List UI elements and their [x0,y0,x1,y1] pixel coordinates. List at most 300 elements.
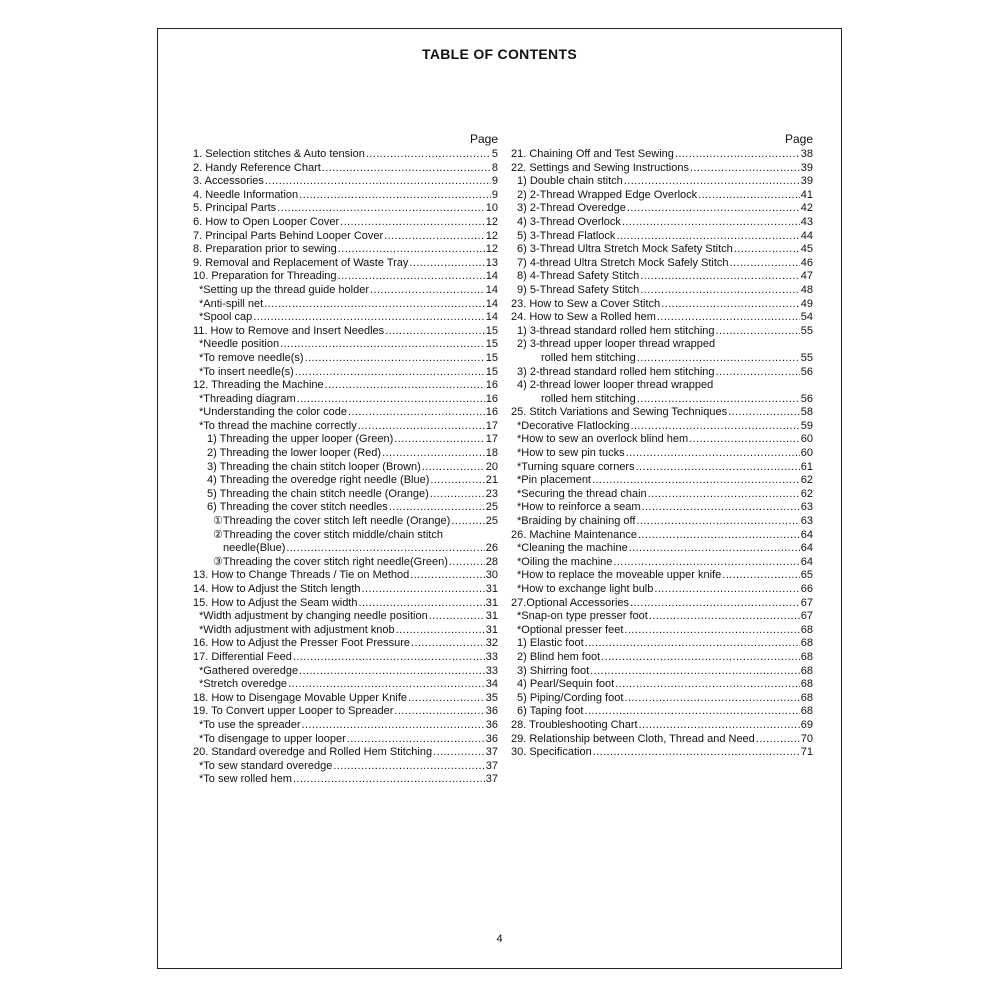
toc-entry-page: 32 [485,637,498,650]
toc-entry-title: 10. Preparation for Threading [193,270,337,283]
toc-entry-page: 12 [485,229,498,242]
toc-entry-title: *Pin placement [517,474,591,487]
toc-entry-page: 23 [485,487,498,500]
toc-entry [193,746,498,760]
toc-leader-dots [277,202,485,216]
toc-entry-title: *To disengage to upper looper [199,732,346,745]
toc-entry [511,230,813,244]
toc-entry-page: 68 [800,623,813,636]
toc-leader-dots [624,175,800,189]
toc-entry [193,515,498,529]
toc-entry-title: 9) 5-Thread Safety Stitch [517,283,640,296]
toc-entry-title: 6) 3-Thread Ultra Stretch Mock Safety Stitch [517,243,733,256]
toc-leader-dots [366,148,491,162]
toc-entry [511,556,813,570]
toc-leader-dots [657,311,800,325]
toc-entry-page: 18 [485,447,498,460]
toc-leader-dots [410,569,484,583]
toc-entry-page: 44 [800,229,813,242]
toc-entry-title: *Gathered overedge [199,664,299,677]
toc-entry-title: *Needle position [199,338,280,351]
page-title: TABLE OF CONTENTS [422,46,577,62]
toc-entry [193,773,498,787]
toc-leader-dots [649,610,800,624]
toc-entry-page: 68 [800,691,813,704]
toc-entry [511,148,813,162]
toc-entry [511,597,813,611]
toc-entry-title: 14. How to Adjust the Stitch length [193,583,361,595]
toc-column-left [193,130,498,787]
toc-entry-page: 13 [485,256,498,269]
toc-leader-dots [280,338,485,352]
toc-entry-page: 14 [485,270,498,283]
toc-entry-title: 5) Threading the chain stitch needle (Orange) [207,487,429,500]
toc-leader-dots [629,542,800,556]
toc-leader-dots [590,665,800,679]
toc-entry [193,692,498,706]
toc-column-right [511,130,813,760]
toc-entry-title: *To thread the machine correctly [199,419,357,432]
toc-leader-dots [430,488,485,502]
toc-leader-dots [358,420,485,434]
toc-entry-page: 10 [485,202,498,215]
toc-leader-dots [630,597,800,611]
toc-entry-title: 9. Removal and Replacement of Waste Tray [193,256,409,269]
toc-leader-dots [728,406,800,420]
toc-entry [193,148,498,162]
toc-leader-dots [322,162,491,176]
toc-entry-page: 37 [485,746,498,759]
toc-entry-page: 15 [485,365,498,378]
toc-entry-title: 13. How to Change Threads / Tie on Method [193,569,410,582]
toc-entry [511,352,813,366]
toc-entry-page: 43 [800,215,813,228]
toc-entry [193,433,498,447]
toc-leader-dots [639,719,800,733]
toc-entry-page: 49 [800,297,813,310]
toc-leader-dots [622,216,800,230]
toc-entry-title: *How to exchange light bulb [517,583,654,595]
toc-entry-page: 39 [800,161,813,174]
toc-entry-page: 60 [800,447,813,460]
toc-leader-dots [722,569,800,583]
toc-entry-title: *To sew rolled hem [199,773,292,786]
toc-entry-page: 37 [485,759,498,772]
toc-entry [511,202,813,216]
toc-entry-page: 38 [800,148,813,160]
toc-leader-dots [734,243,800,257]
toc-entry [511,216,813,230]
toc-entry [193,733,498,747]
toc-leader-dots [358,597,484,611]
toc-entry-title: ①Threading the cover stitch left needle (Orange) [213,515,451,528]
manual-page [157,28,842,969]
toc-entry [193,529,498,543]
toc-entry [193,162,498,176]
toc-leader-dots [716,325,800,339]
toc-entry-title: 1) Elastic foot [517,637,584,650]
toc-entry-title: *Anti-spill net [199,297,264,310]
toc-leader-dots [333,760,484,774]
toc-entry-title: 2. Handy Reference Chart [193,161,321,174]
toc-entry [193,230,498,244]
toc-entry [193,420,498,434]
toc-entry-title: *How to sew an overlock blind hem [517,433,689,446]
toc-leader-dots [675,148,800,162]
toc-entry-title: 3) 2-thread standard rolled hem stitching [517,365,715,378]
toc-entry [511,637,813,651]
toc-entry [193,719,498,733]
toc-entry-page: 21 [485,474,498,487]
toc-entry-page: 68 [800,637,813,650]
toc-leader-dots [295,366,485,380]
toc-entry [193,352,498,366]
toc-entry-page: 64 [800,555,813,568]
toc-entry-title: 2) Blind hem foot [517,650,601,663]
toc-entry-title: 7. Principal Parts Behind Looper Cover [193,229,384,242]
toc-entry [193,760,498,774]
toc-leader-dots [631,420,800,434]
toc-leader-dots [264,298,485,312]
toc-entry [511,243,813,257]
toc-entry-page: 31 [485,583,498,595]
toc-entry [193,637,498,651]
toc-entry-page: 61 [800,460,813,473]
toc-entry-page: 55 [800,324,813,337]
toc-leader-dots [338,270,485,284]
toc-entry-page: 31 [485,596,498,609]
toc-leader-dots [756,733,800,747]
toc-entry-title: 12. Threading the Machine [193,379,324,392]
toc-entry-title: *How to replace the moveable upper knife [517,569,722,582]
toc-leader-dots [429,610,485,624]
toc-entry-title: 30. Specification [511,746,592,759]
toc-leader-dots [585,637,800,651]
toc-leader-dots [299,189,491,203]
toc-leader-dots [370,284,485,298]
toc-entry [511,610,813,624]
toc-leader-dots [253,311,485,325]
toc-entry-page: 64 [800,528,813,541]
toc-leader-dots [637,352,800,366]
toc-entry-page: 34 [485,678,498,691]
toc-entry-page: 15 [485,338,498,351]
toc-entry-page: 33 [485,664,498,677]
toc-leader-dots [430,474,484,488]
toc-entry-title: 27.Optional Accessories [511,596,630,609]
toc-entry [193,597,498,611]
toc-entry-page: 12 [485,215,498,228]
toc-entry-title: *Decorative Flatlocking [517,419,630,432]
toc-leader-dots [584,705,799,719]
toc-entry-page: 68 [800,705,813,718]
toc-entry [511,162,813,176]
toc-entry-page: 20 [485,460,498,473]
toc-entry-page: 62 [800,487,813,500]
toc-entry [193,338,498,352]
toc-leader-dots [305,352,485,366]
page-column-header: Page [784,132,813,146]
toc-entry-title: *Cleaning the machine [517,542,628,555]
toc-entry-title: 4. Needle Information [193,188,299,201]
toc-entry-title: rolled hem stitching [541,351,636,364]
toc-leader-dots [394,433,484,447]
toc-entry [511,746,813,760]
toc-entry [193,705,498,719]
toc-entry-title: ③Threading the cover stitch right needle(Green) [213,555,448,568]
toc-entry [511,298,813,312]
toc-entry-title: *To insert needle(s) [199,365,294,378]
toc-entry-page: 17 [485,433,498,446]
toc-entry-title: 25. Stitch Variations and Sewing Techniques [511,406,728,419]
toc-entry-title: 21. Chaining Off and Test Sewing [511,148,674,160]
toc-entry [511,529,813,543]
toc-entry-title: 29. Relationship between Cloth, Thread and Need [511,732,755,745]
toc-leader-dots [297,393,485,407]
toc-entry [511,515,813,529]
toc-entry [511,406,813,420]
toc-leader-dots [654,583,799,597]
toc-entry-title: 3) 2-Thread Overedge [517,202,626,215]
toc-entry-page: 41 [800,188,813,201]
toc-entry [193,216,498,230]
toc-entry-page: 36 [485,732,498,745]
toc-entry-page: 69 [800,718,813,731]
toc-entry-page: 71 [800,746,813,759]
toc-entry [511,366,813,380]
toc-entry-title: *Snap-on type presser foot [517,610,648,623]
toc-entry-title: 23. How to Sew a Cover Stitch [511,297,661,310]
toc-entry [511,393,813,407]
toc-entry-title: 18. How to Disengage Movable Upper Knife [193,691,408,704]
toc-leader-dots [293,773,485,787]
toc-entry-page: 56 [800,365,813,378]
toc-leader-dots [449,556,485,570]
toc-leader-dots [637,393,800,407]
toc-leader-dots [689,433,800,447]
toc-entry [511,270,813,284]
toc-leader-dots [638,529,800,543]
toc-entry-page: 68 [800,678,813,691]
toc-entry [193,270,498,284]
toc-leader-dots [716,366,800,380]
toc-entry-title: 24. How to Sew a Rolled hem [511,311,656,324]
toc-entry-title: *Spool cap [199,311,253,324]
toc-leader-dots [340,216,485,230]
toc-entry-page: 54 [800,311,813,324]
toc-leader-dots [382,447,485,461]
toc-entry-page: 39 [800,175,813,188]
toc-entry-page: 31 [485,623,498,636]
toc-leader-dots [636,461,800,475]
toc-entry-title: 1) Threading the upper looper (Green) [207,433,394,446]
toc-entry [193,325,498,339]
toc-entry-title: 6) Taping foot [517,705,584,718]
toc-leader-dots [422,461,485,475]
toc-entry [193,243,498,257]
toc-entry-title: 3) Threading the chain stitch looper (Brown) [207,460,421,473]
toc-leader-dots [642,501,800,515]
toc-entry-title: 16. How to Adjust the Presser Foot Pressure [193,637,411,650]
toc-entry-page: 42 [800,202,813,215]
toc-leader-dots [384,230,485,244]
toc-entry-page: 68 [800,664,813,677]
toc-entry-page: 70 [800,732,813,745]
toc-entry-title: needle(Blue) [223,542,286,555]
toc-entry-page: 56 [800,392,813,405]
toc-entry-title: 2) Threading the lower looper (Red) [207,447,382,460]
toc-leader-dots [286,542,484,556]
toc-entry-title: 17. Differential Feed [193,650,292,663]
toc-entry [511,447,813,461]
toc-leader-dots [396,624,485,638]
toc-entry [193,447,498,461]
toc-leader-dots [288,678,485,692]
toc-entry-title: 5. Principal Parts [193,202,277,215]
toc-leader-dots [338,243,485,257]
toc-entry-page: 45 [800,243,813,256]
toc-leader-dots [648,488,800,502]
toc-entry [511,733,813,747]
toc-entry [511,175,813,189]
toc-entry-page: 63 [800,515,813,528]
toc-entry [193,366,498,380]
toc-entry-page: 55 [800,351,813,364]
toc-leader-dots [325,379,485,393]
toc-entry-page: 64 [800,542,813,555]
toc-entry-page: 14 [485,311,498,324]
toc-entry-page: 47 [800,270,813,283]
toc-leader-dots [409,257,484,271]
page-number: 4 [496,933,503,945]
toc-entry-title: *Stretch overedge [199,678,288,691]
toc-entry-title: *Optional presser feet [517,623,624,636]
toc-entry-title: *Setting up the thread guide holder [199,283,370,296]
toc-entry-title: *To remove needle(s) [199,351,304,364]
toc-entry-title: 1. Selection stitches & Auto tension [193,148,365,160]
page-column-header: Page [469,132,498,146]
toc-entry [511,542,813,556]
toc-entry-page: 67 [800,596,813,609]
toc-entry-page: 5 [491,148,498,160]
toc-leader-dots [411,637,485,651]
toc-entry [511,569,813,583]
toc-entry-title: 1) 3-thread standard rolled hem stitching [517,324,715,337]
toc-entry-title: 6) Threading the cover stitch needles [207,501,388,514]
toc-entry-title: 5) Piping/Cording foot [517,691,624,704]
toc-entry-title: 6. How to Open Looper Cover [193,215,340,228]
toc-leader-dots [730,257,800,271]
toc-entry-title: 1) Double chain stitch [517,175,623,188]
toc-leader-dots [636,515,799,529]
toc-entry-title: 4) 3-Thread Overlock [517,215,621,228]
toc-leader-dots [626,447,800,461]
toc-leader-dots [385,325,485,339]
toc-leader-dots [624,624,799,638]
toc-leader-dots [408,692,485,706]
toc-entry [193,202,498,216]
toc-entry-title: 3) Shirring foot [517,664,590,677]
toc-entry [193,175,498,189]
toc-entry [511,705,813,719]
toc-entry-page: 15 [485,324,498,337]
toc-leader-dots [433,746,485,760]
toc-entry [511,379,813,393]
toc-entry-title: 22. Settings and Sewing Instructions [511,161,689,174]
toc-entry [193,406,498,420]
toc-entry-page: 16 [485,392,498,405]
toc-leader-dots [302,719,485,733]
toc-entry-title: 7) 4-thread Ultra Stretch Mock Safely Stitch [517,256,729,269]
toc-leader-dots [615,678,800,692]
toc-entry [511,325,813,339]
toc-leader-dots [394,705,484,719]
toc-entry-title: 15. How to Adjust the Seam width [193,596,358,609]
toc-leader-dots [624,692,799,706]
toc-entry [193,665,498,679]
toc-entry [193,651,498,665]
toc-entry-title: *To use the spreader [199,718,301,731]
toc-entry-title: 11. How to Remove and Insert Needles [193,324,385,337]
toc-entry-title: *Width adjustment with adjustment knob [199,623,395,636]
toc-entry-title: 2) 3-thread upper looper thread wrapped [517,338,716,351]
toc-leader-dots [362,583,485,597]
toc-entry-title: 20. Standard overedge and Rolled Hem Stitching [193,746,433,759]
toc-leader-dots [347,733,485,747]
toc-entry-page: 9 [491,188,498,201]
toc-entry-title: 5) 3-Thread Flatlock [517,229,616,242]
toc-entry [511,474,813,488]
toc-entry-page: 66 [800,583,813,595]
toc-entry [193,569,498,583]
toc-entry [511,420,813,434]
toc-entry-title: *Understanding the color code [199,406,347,419]
toc-entry-title: *Oiling the machine [517,555,613,568]
toc-entry [511,665,813,679]
toc-entry [193,556,498,570]
toc-entry [193,189,498,203]
toc-entry-page: 30 [485,569,498,582]
toc-entry-page: 60 [800,433,813,446]
toc-entry [511,338,813,352]
toc-entry [193,624,498,638]
toc-entry-title: *To sew standard overedge [199,759,333,772]
toc-entry-title: 4) 2-thread lower looper thread wrapped [517,379,714,392]
toc-entry-title: 4) Pearl/Sequin foot [517,678,615,691]
toc-entry-page: 33 [485,650,498,663]
toc-entry-page: 58 [800,406,813,419]
toc-entry-page: 12 [485,243,498,256]
toc-entry [511,311,813,325]
toc-entry-page: 65 [800,569,813,582]
toc-leader-dots [592,474,800,488]
toc-list-left [193,148,498,787]
toc-entry [511,678,813,692]
toc-entry-title: *How to reinforce a seam [517,501,641,514]
toc-entry-page: 25 [485,515,498,528]
toc-entry-title: 8) 4-Thread Safety Stitch [517,270,640,283]
toc-entry-page: 62 [800,474,813,487]
toc-entry [511,433,813,447]
toc-entry [511,501,813,515]
toc-entry [193,393,498,407]
toc-entry-page: 26 [485,542,498,555]
toc-entry-page: 63 [800,501,813,514]
toc-entry-title: *How to sew pin tucks [517,447,625,460]
toc-leader-dots [616,230,799,244]
toc-entry-page: 48 [800,283,813,296]
toc-entry-title: *Width adjustment by changing needle position [199,610,428,623]
